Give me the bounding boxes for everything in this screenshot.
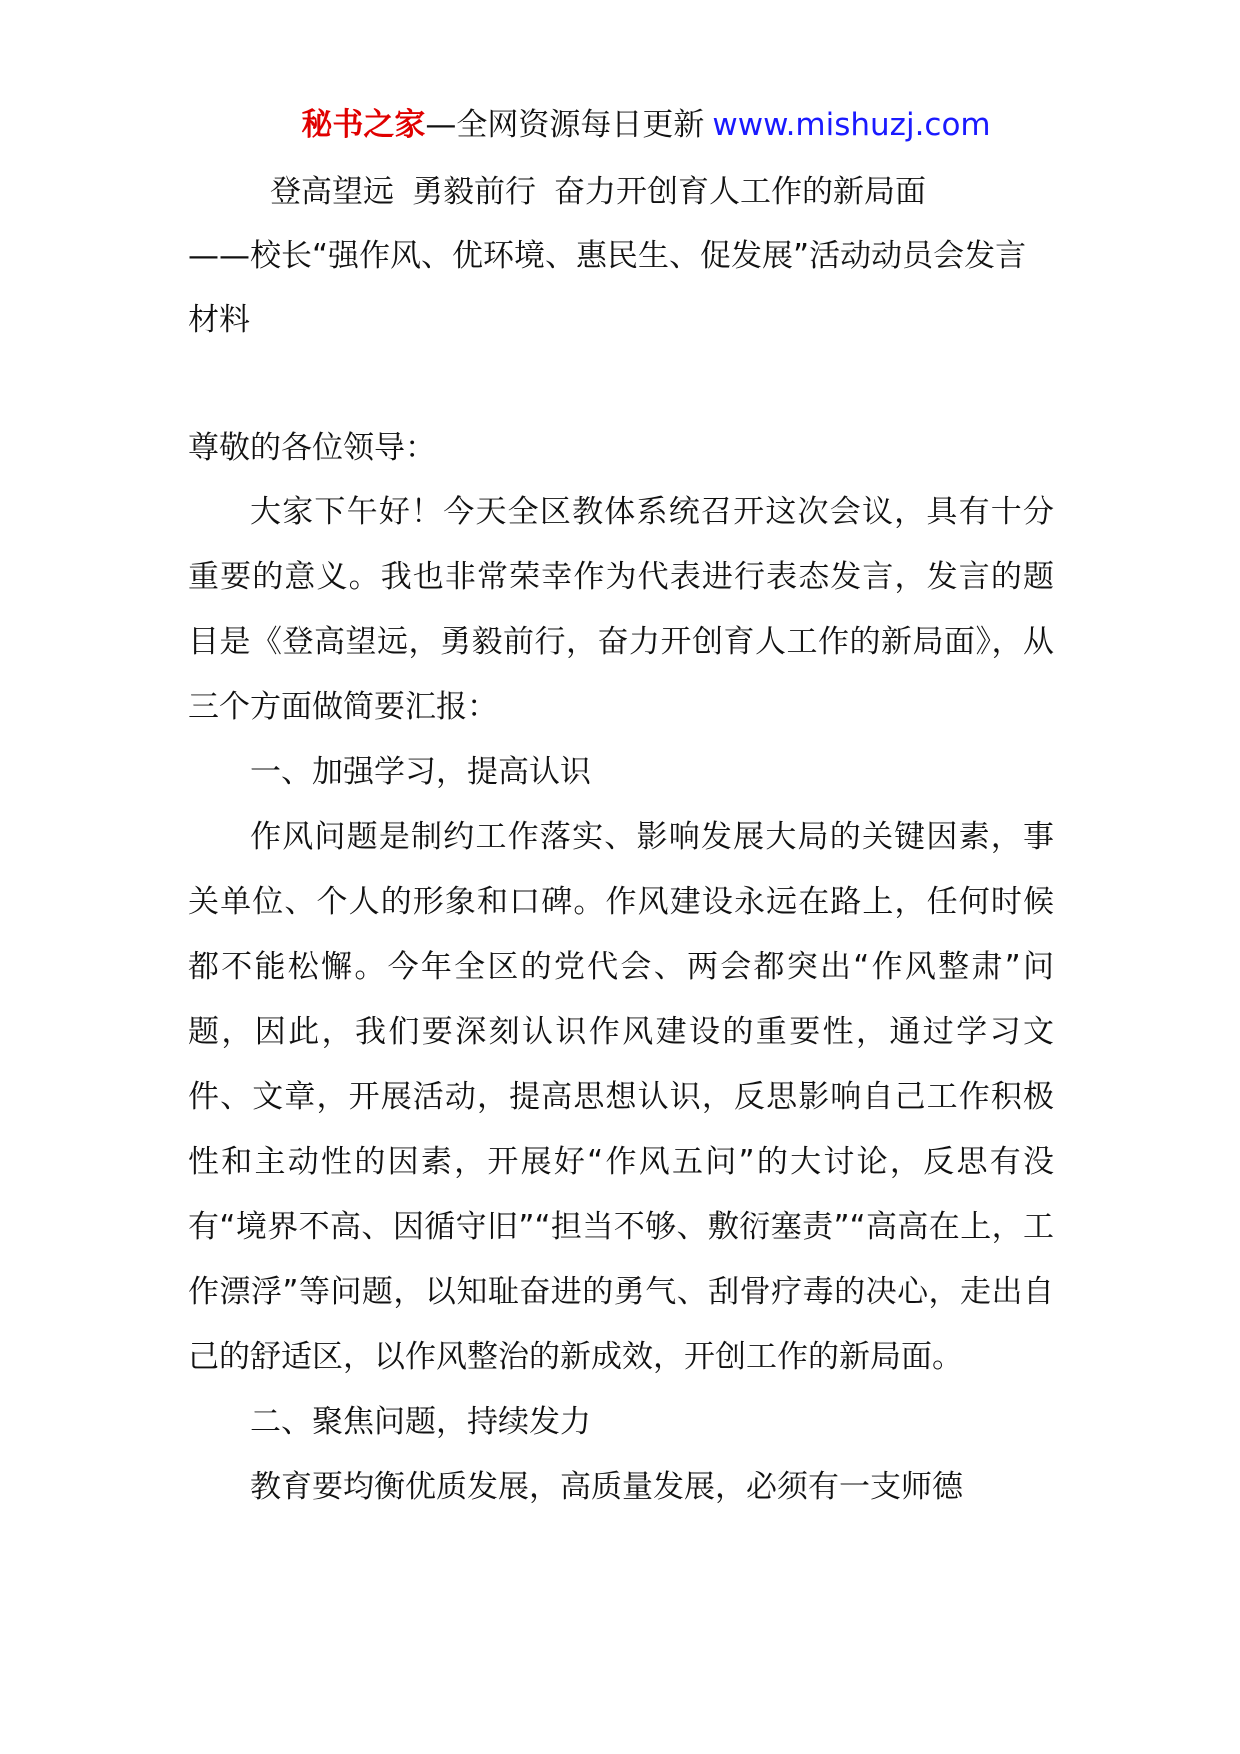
section-2-paragraph: 教育要均衡优质发展，高质量发展，必须有一支师德 — [250, 1469, 963, 1505]
site-tagline: —全网资源每日更新 — [425, 107, 705, 143]
site-url[interactable]: www.mishuzj.com — [712, 107, 991, 143]
site-header — [238, 96, 1054, 154]
title-part-3: 奋力开创育人工作的新局面 — [554, 174, 926, 210]
document-page — [188, 96, 1054, 1520]
brand-name: 秘书之家 — [301, 107, 426, 143]
section-1-heading: 一、加强学习，提高认识 — [250, 754, 591, 790]
title-part-1: 登高望远 — [270, 174, 394, 210]
title-part-2: 勇毅前行 — [412, 174, 536, 210]
salutation: 尊敬的各位领导： — [188, 430, 436, 466]
section-1-paragraph: 作风问题是制约工作落实、影响发展大局的关键因素，事关单位、个人的形象和口碑。作风建设永远在路上，任何时候都不能松懈。今年全区的党代会、两会都突出“作风整肃”问题，因此，我们要深刻认识作风建设的重要性，通过学习文件、文章，开展活动，提高思想认识，反思影响自己工作积极性和主动性的因素，开展好“作风五问”的大讨论，反思有没有“境界不高、因循守旧”“担当不够、敷衍塞责”“高高在上，工作漂浮”等问题，以知耻奋进的勇气、刮骨疗毒的决心，走出自己的舒适区，以作风整治的新成效，开创工作的新局面。 — [188, 819, 1054, 1375]
document-title — [188, 160, 1054, 224]
intro-paragraph: 大家下午好！今天全区教体系统召开这次会议，具有十分重要的意义。我也非常荣幸作为代表进行表态发言，发言的题目是《登高望远，勇毅前行，奋力开创育人工作的新局面》，从三个方面做简要汇报： — [188, 494, 1054, 725]
document-subtitle: ——校长“强作风、优环境、惠民生、促发展”活动动员会发言材料 — [188, 238, 1027, 338]
section-2-heading: 二、聚焦问题，持续发力 — [250, 1404, 591, 1440]
